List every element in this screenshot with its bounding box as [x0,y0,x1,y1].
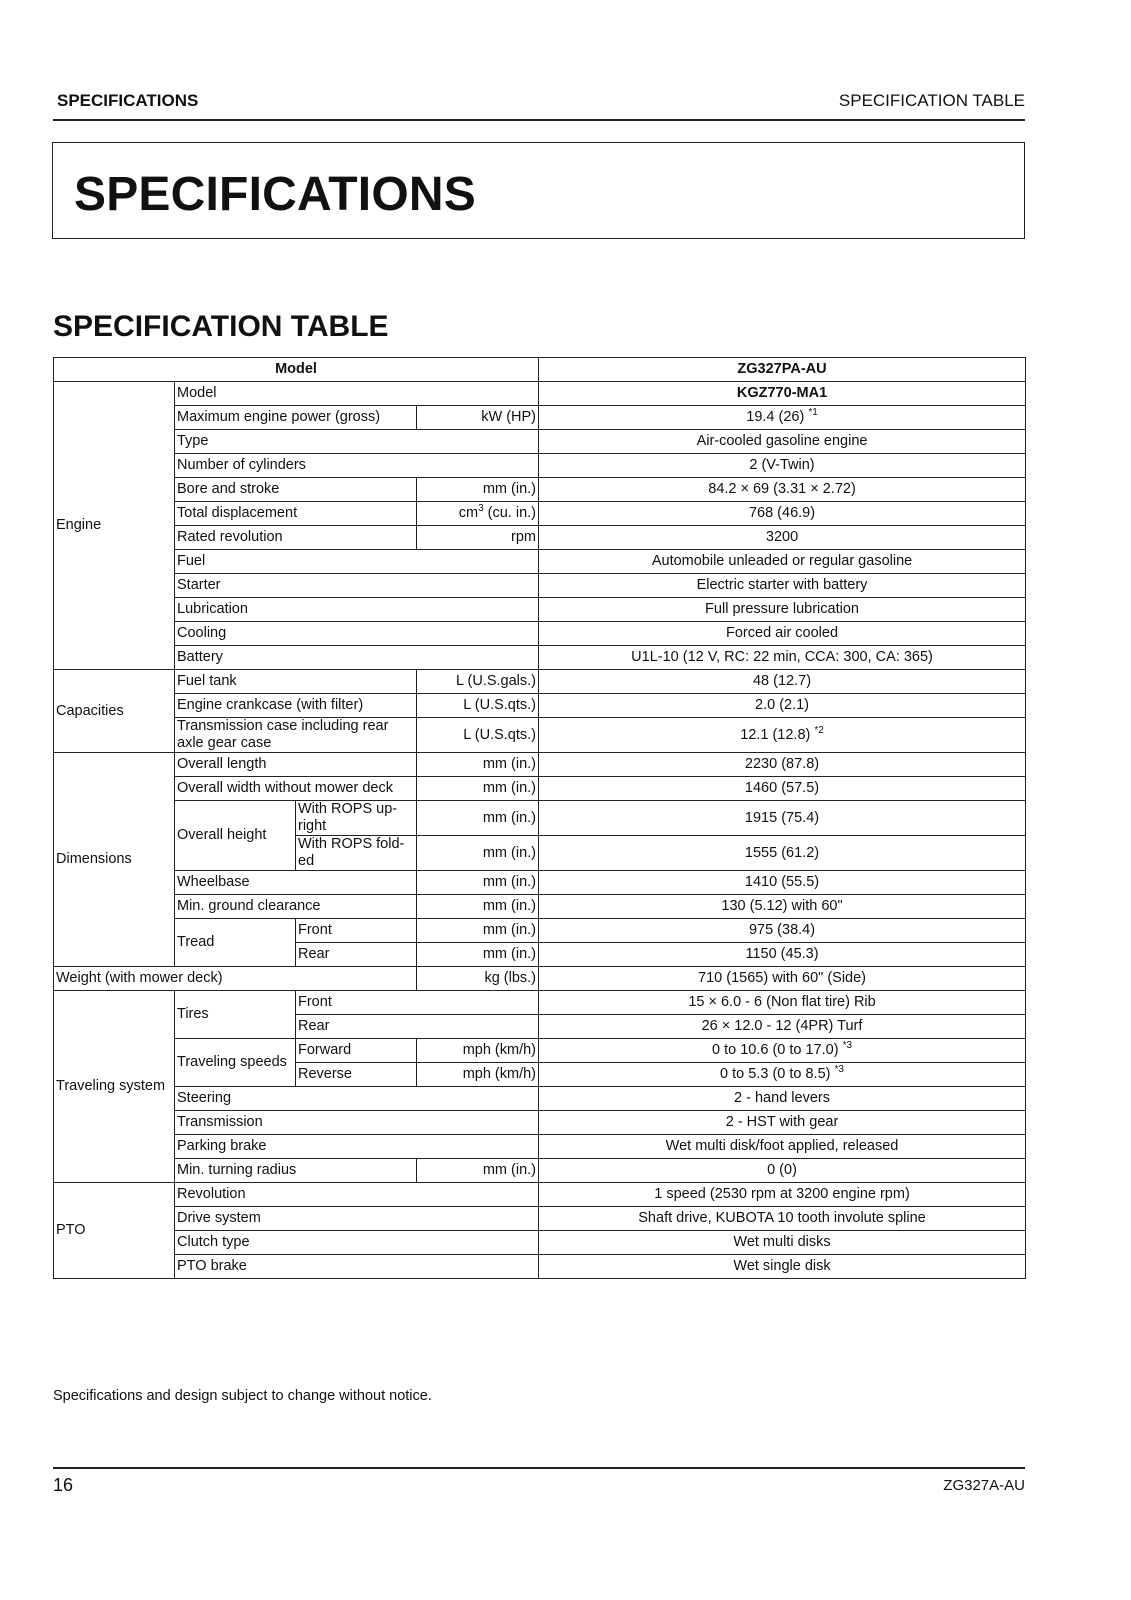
row-value [539,1039,1026,1063]
row-label: Min. turning radius [175,1159,417,1183]
row-unit [417,502,539,526]
row-value: 710 (1565) with 60" (Side) [539,967,1026,991]
row-unit: mm (in.) [417,943,539,967]
row-unit: mm (in.) [417,478,539,502]
row-value: Wet multi disk/foot applied, released [539,1135,1026,1159]
row-label: Rear [296,943,417,967]
row-unit: L (U.S.gals.) [417,670,539,694]
chapter-title: SPECIFICATIONS [74,168,476,221]
table-row [54,777,1026,801]
row-value: 84.2 × 69 (3.31 × 2.72) [539,478,1026,502]
row-unit: mm (in.) [417,777,539,801]
row-label: Type [175,430,539,454]
header-divider [53,119,1025,121]
row-label: Total displacement [175,502,417,526]
row-value: 975 (38.4) [539,919,1026,943]
table-row [54,454,1026,478]
row-unit: rpm [417,526,539,550]
table-row [54,526,1026,550]
footnote-ref: *2 [814,724,824,736]
row-label: Fuel tank [175,670,417,694]
table-row [54,550,1026,574]
group-dimensions: Dimensions [54,753,175,967]
table-row [54,895,1026,919]
subgroup-label: Tread [175,919,296,967]
header-model-label: Model [54,358,539,382]
row-value: Automobile unleaded or regular gasoline [539,550,1026,574]
row-label: Cooling [175,622,539,646]
row-value: 130 (5.12) with 60" [539,895,1026,919]
table-row [54,1231,1026,1255]
row-label: Forward [296,1039,417,1063]
table-row [54,694,1026,718]
row-value [539,1063,1026,1087]
table-row [54,430,1026,454]
row-label: Steering [175,1087,539,1111]
footnote-ref: *3 [834,1064,844,1075]
table-row [54,871,1026,895]
specification-table [53,357,1026,1279]
row-label: Overall width without mower deck [175,777,417,801]
row-unit: L (U.S.qts.) [417,718,539,753]
row-value: 2230 (87.8) [539,753,1026,777]
row-label: Revolution [175,1183,539,1207]
footnote-ref: *3 [842,1040,853,1051]
row-unit: kg (lbs.) [417,967,539,991]
table-row [54,478,1026,502]
row-value: Shaft drive, KUBOTA 10 tooth involute spline [539,1207,1026,1231]
row-unit: L (U.S.qts.) [417,694,539,718]
row-value [539,718,1026,753]
row-unit: mm (in.) [417,1159,539,1183]
table-row [54,967,1026,991]
table-row [54,574,1026,598]
table-row [54,406,1026,430]
row-unit: mm (in.) [417,753,539,777]
row-value: 1410 (55.5) [539,871,1026,895]
section-title: SPECIFICATION TABLE [53,310,389,343]
group-engine: Engine [54,382,175,670]
footer-model: ZG327A-AU [943,1477,1025,1494]
subgroup-label: Tires [175,991,296,1039]
row-value: 48 (12.7) [539,670,1026,694]
row-value: 2 - hand levers [539,1087,1026,1111]
subgroup-label: Traveling speeds [175,1039,296,1087]
page-number: 16 [53,1475,74,1495]
row-value: 3200 [539,526,1026,550]
row-value: Full pressure lubrication [539,598,1026,622]
table-row [54,598,1026,622]
table-row [54,646,1026,670]
row-label: Fuel [175,550,539,574]
table-row [54,1039,1026,1063]
row-value: 1150 (45.3) [539,943,1026,967]
table-row [54,1111,1026,1135]
unit-base: cm [458,505,479,521]
row-label: Transmission case including rear axle gear case [175,718,417,753]
row-value: Forced air cooled [539,622,1026,646]
table-row [54,1159,1026,1183]
table-row [54,502,1026,526]
row-label: Front [296,991,539,1015]
table-row [54,1255,1026,1279]
row-value: KGZ770-MA1 [539,382,1026,406]
row-value: 2 (V-Twin) [539,454,1026,478]
row-value: 0 (0) [539,1159,1026,1183]
row-value: 26 × 12.0 - 12 (4PR) Turf [539,1015,1026,1039]
row-unit: mm (in.) [417,895,539,919]
row-label: With ROPS fold-ed [296,836,417,871]
row-label: Maximum engine power (gross) [175,406,417,430]
row-value: U1L-10 (12 V, RC: 22 min, CCA: 300, CA: 365) [539,646,1026,670]
row-label: Parking brake [175,1135,539,1159]
group-traveling-system: Traveling system [54,991,175,1183]
row-label: Battery [175,646,539,670]
row-label: Reverse [296,1063,417,1087]
group-capacities: Capacities [54,670,175,753]
disclaimer-note: Specifications and design subject to change without notice. [53,1388,432,1404]
table-row [54,1135,1026,1159]
table-header-row [54,358,1026,382]
row-value: 15 × 6.0 - 6 (Non flat tire) Rib [539,991,1026,1015]
row-value: 1460 (57.5) [539,777,1026,801]
row-label: Overall length [175,753,417,777]
chapter-title-box [52,142,1025,239]
row-label: Starter [175,574,539,598]
row-label: Number of cylinders [175,454,539,478]
table-row [54,991,1026,1015]
row-label: Rated revolution [175,526,417,550]
row-unit: mph (km/h) [417,1063,539,1087]
row-label: Bore and stroke [175,478,417,502]
table-row [54,382,1026,406]
row-label: Rear [296,1015,539,1039]
row-label: Drive system [175,1207,539,1231]
table-row [54,801,1026,836]
table-row [54,1087,1026,1111]
row-unit: mm (in.) [417,871,539,895]
row-value: 1 speed (2530 rpm at 3200 engine rpm) [539,1183,1026,1207]
subgroup-label: Overall height [175,801,296,871]
row-label: Engine crankcase (with filter) [175,694,417,718]
table-row [54,1183,1026,1207]
row-value: Electric starter with battery [539,574,1026,598]
row-label: Min. ground clearance [175,895,417,919]
value-text: 0 to 5.3 (0 to 8.5) [720,1066,831,1082]
row-value: 2.0 (2.1) [539,694,1026,718]
group-pto: PTO [54,1183,175,1279]
value-text: 19.4 (26) [746,409,805,425]
row-label: With ROPS up-right [296,801,417,836]
row-value: Wet multi disks [539,1231,1026,1255]
footnote-ref: *1 [808,407,818,418]
row-value: Wet single disk [539,1255,1026,1279]
row-label: PTO brake [175,1255,539,1279]
running-header-chapter: SPECIFICATIONS [57,91,199,110]
row-unit: kW (HP) [417,406,539,430]
row-label: Clutch type [175,1231,539,1255]
row-label: Front [296,919,417,943]
row-value: 2 - HST with gear [539,1111,1026,1135]
row-unit: mm (in.) [417,801,539,836]
table-row [54,1207,1026,1231]
table-row [54,670,1026,694]
table-row [54,718,1026,753]
footer-divider [53,1467,1025,1469]
row-label: Weight (with mower deck) [54,967,417,991]
row-value: Air-cooled gasoline engine [539,430,1026,454]
value-text: 0 to 10.6 (0 to 17.0) [711,1042,839,1058]
row-value: 1915 (75.4) [539,801,1026,836]
row-label: Transmission [175,1111,539,1135]
row-label: Model [175,382,539,406]
row-label: Lubrication [175,598,539,622]
row-unit: mm (in.) [417,919,539,943]
unit-superscript: 3 [478,503,484,514]
table-row [54,622,1026,646]
table-row [54,919,1026,943]
running-header-section: SPECIFICATION TABLE [838,91,1025,110]
row-unit: mph (km/h) [417,1039,539,1063]
row-unit: mm (in.) [417,836,539,871]
row-value: 768 (46.9) [539,502,1026,526]
value-text: 12.1 (12.8) [740,726,811,743]
table-row [54,753,1026,777]
row-value: 1555 (61.2) [539,836,1026,871]
row-label: Wheelbase [175,871,417,895]
unit-rest: (cu. in.) [483,505,537,521]
row-value [539,406,1026,430]
header-model-value: ZG327PA-AU [539,358,1026,382]
